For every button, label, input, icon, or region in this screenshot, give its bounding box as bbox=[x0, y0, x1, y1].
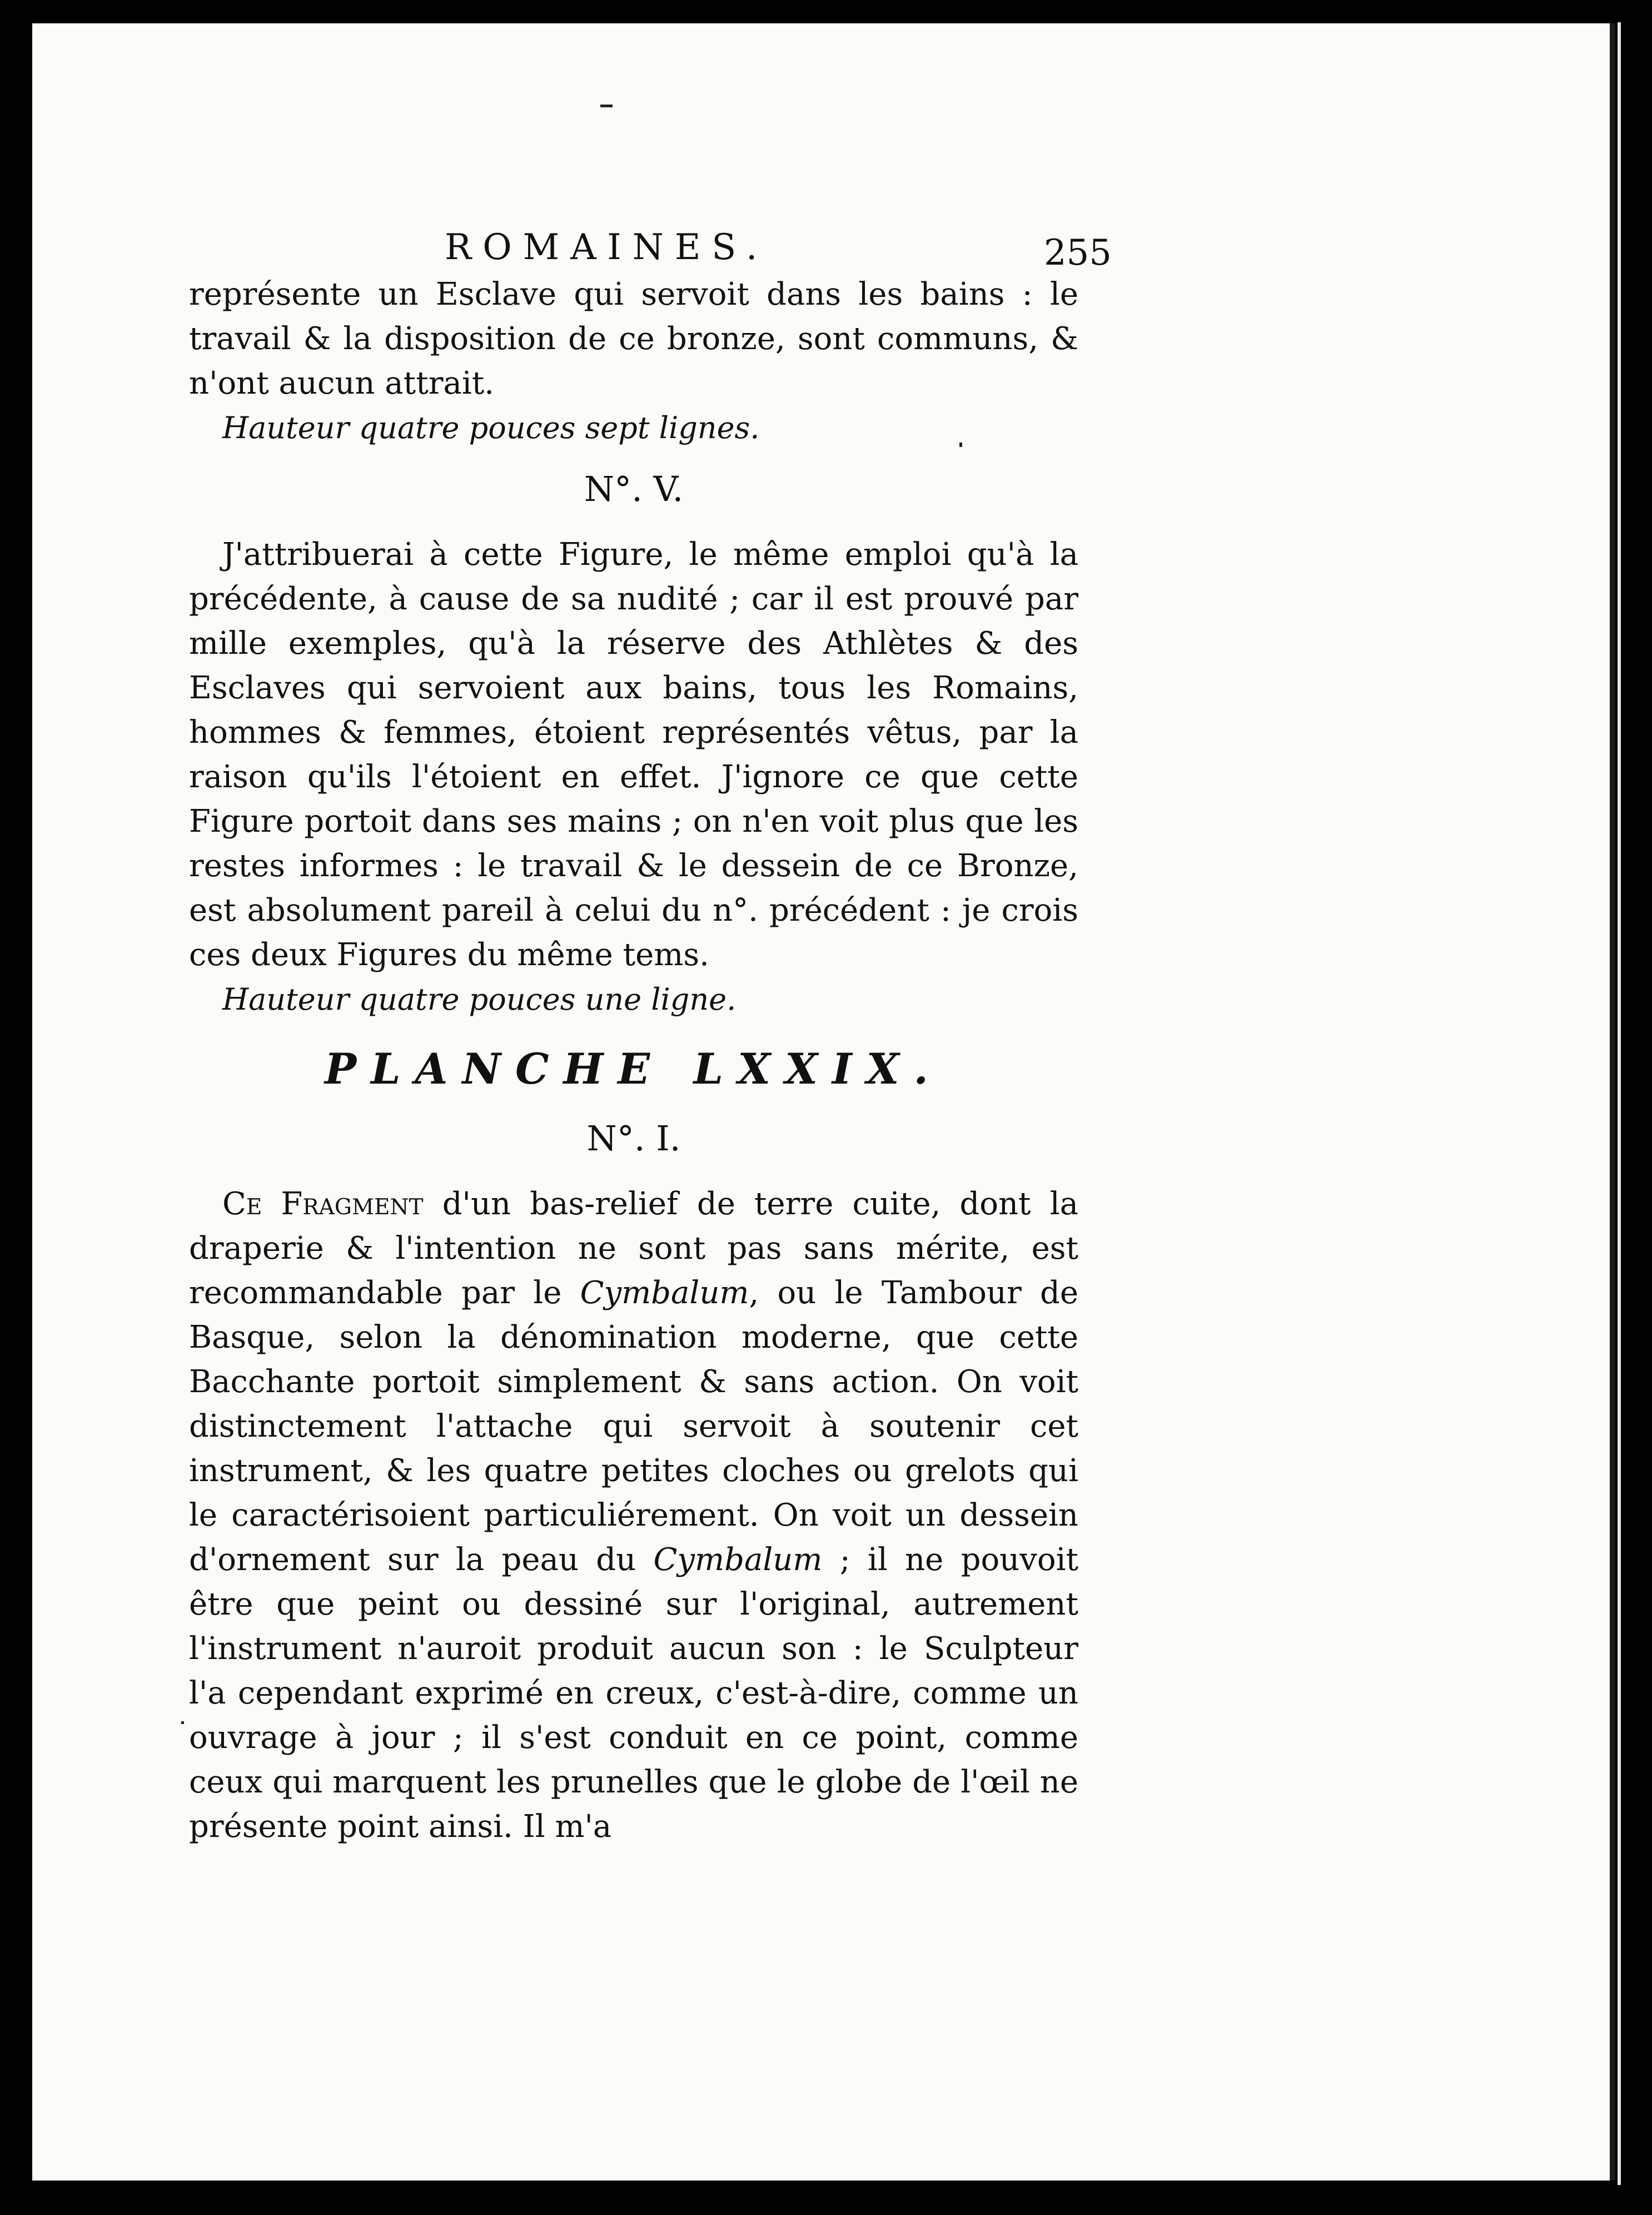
lead-words: Ce Fragment bbox=[222, 1186, 424, 1222]
running-head bbox=[189, 222, 1112, 274]
paragraph-fragment-part-a: d'un bas-relief de terre cuite, dont la draperie & l'intention ne sont pas sans mérite, est recommandable par le bbox=[189, 1186, 1078, 1311]
running-head-title: ROMAINES. bbox=[445, 227, 769, 268]
height-note-2: Hauteur quatre pouces une ligne. bbox=[222, 982, 737, 1017]
page-number: 255 bbox=[1043, 232, 1112, 274]
paragraph-continuation: représente un Esclave qui servoit dans les bains : le travail & la disposition de ce bronze, sont communs, & n'ont aucun attrait. bbox=[189, 276, 1078, 401]
paragraph-fragment-part-b: , ou le Tambour de Basque, selon la dénomination moderne, que cette Bacchante portoit simplement & sans action. On voit distinctement l'attache qui servoit à soutenir cet instrument, & les quatre petites cloches ou grelots qui le caractérisoient particuliérement. On voit un dessein d'ornement sur la peau du bbox=[189, 1275, 1079, 1578]
plate-heading: PLANCHE LXXIX. bbox=[324, 1044, 943, 1094]
paragraph-figure-v: J'attribuerai à cette Figure, le même emploi qu'à la précédente, à cause de sa nudité ; car il est prouvé par mille exemples, qu'à la réserve des Athlètes & des Esclaves qui servoient aux bains, tous les Romains, hommes & femmes, étoient représentés vêtus, par la raison qu'ils l'étoient en effet. J'ignore ce que cette Figure portoit dans ses mains ; on n'en voit plus que les restes informes : le travail & le dessein de ce Bronze, est absolument pareil à celui du n°. précédent : je crois ces deux Figures du même tems. bbox=[189, 537, 1078, 973]
page-edge-line bbox=[1618, 22, 1621, 2185]
page-content bbox=[189, 222, 1112, 1849]
cymbalum-term-1: Cymbalum bbox=[580, 1275, 749, 1311]
section-number-i: N°. I. bbox=[586, 1118, 681, 1159]
ink-speck bbox=[600, 105, 613, 107]
height-note-1: Hauteur quatre pouces sept lignes. bbox=[222, 410, 760, 445]
cymbalum-term-2: Cymbalum bbox=[653, 1542, 823, 1578]
page-edge-shadow bbox=[1610, 23, 1615, 2181]
paragraph-fragment bbox=[189, 1182, 1078, 1849]
section-number-v: N°. V. bbox=[584, 469, 684, 509]
paragraph-fragment-part-c: ; il ne pouvoit être que peint ou dessiné sur l'original, autrement l'instrument n'auroit produit aucun son : le Sculpteur l'a cependant exprimé en creux, c'est-à-dire, comme un ouvrage à jour ; il s'est conduit en ce point, comme ceux qui marquent les prunelles que le globe de l'œil ne présente point ainsi. Il m'a bbox=[189, 1542, 1078, 1845]
ink-speck bbox=[181, 1721, 184, 1724]
